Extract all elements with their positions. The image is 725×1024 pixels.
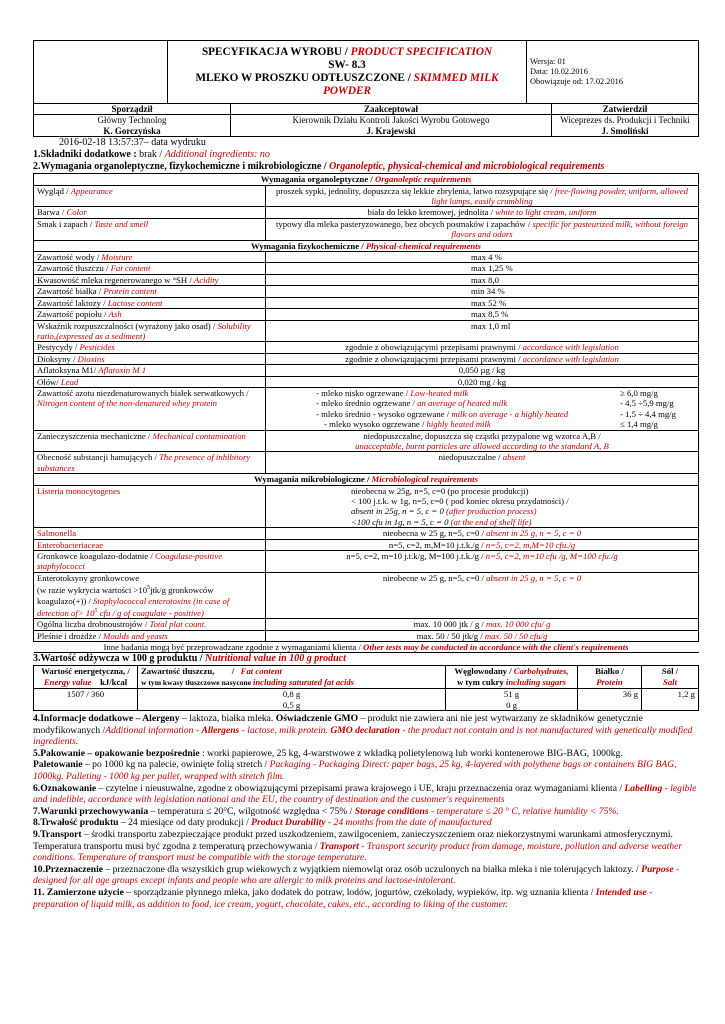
table-row: Zanieczyszczenia mechaniczne / Mechanical contamination niedopuszczalne, dopuszcza się cząstki przypalone wg wzorca A,B / unacceptable, burnt particles are allowed according to the standard A, B: [34, 430, 699, 452]
signatures-table: Sporządził Zaakceptował Zatwierdził Główny Technolog K. Gorczyńska Kierownik Działu Kontroli Jakości Wyrobu Gotowego J. Krajewski Wiceprezes ds. Produkcji i Techniki J. Smoliński: [33, 103, 699, 137]
table-row: Wskaźnik rozpuszczalności (wyrażony jako osad) / Solubility ratio,(expressed as a sediment) max 1,0 ml: [34, 320, 699, 342]
requirements-table: [33, 173, 699, 653]
table-row: Pestycydy / Pesticides zgodnie z obowiązującymi przepisami prawnymi / accordance with legislation: [34, 342, 699, 353]
table-row: Ogólna liczba drobnoustrojów / Total plat count. max. 10 000 jtk / g / max. 10 000 cfu/ g: [34, 619, 699, 630]
section-3: 3.Wartość odżywcza w 100 g produktu / Nutritional value in 100 g product: [33, 653, 346, 665]
table-row: Zawartość białka / Protein content min 34 %: [34, 286, 699, 297]
table-row: Obecność substancji hamujących / The presence of inhibitory substances niedopuszczalne / absent: [34, 452, 699, 474]
table-row: Pleśnie i drożdże / Moulds and yeasts max. 50 / 50 jtk/g / max. 50 / 50 cfu/g: [34, 630, 699, 641]
section-8: 8.Trwałość produktu – 24 miesiące od daty produkcji / Product Durability - 24 months from the date of manufactured: [33, 817, 492, 829]
logo-cell: [34, 41, 168, 104]
document-code: SW- 8.3: [328, 59, 366, 71]
micro-header: Wymagania mikrobiologiczne / Microbiological requirements: [34, 474, 699, 485]
table-row: Inne badania mogą być przeprowadzane zgodnie z wymaganiami klienta / Other tests may be conducted in accordance with the client's requirements: [34, 642, 699, 653]
print-date: 2016-02-18 13:57:37– data wydruku: [59, 137, 206, 149]
document-title: SPECYFIKACJA WYROBU / PRODUCT SPECIFICATION SW- 8.3 MLEKO W PROSZKU ODTŁUSZCZONE / SKIMMED MILK POWDER: [168, 41, 527, 104]
section-7: 7.Warunki przechowywania – temperatura ≤ 20°C, wilgotność względna < 75% / Storage conditions - temperature ≤ 20 ° C, relative humidity < 75%.: [33, 805, 619, 817]
table-row: Zawartość popiołu / Ash max 8,5 %: [34, 309, 699, 320]
table-row: Zawartość wody / Moisture max 4 %: [34, 252, 699, 263]
table-row: Enterotoksyny gronkowcowe (w razie wykrycia wartości $>10^5jtk/g$ gronkowców koagulazo(+)) / Staphylococcal enterotoxins (in case of detection $of> 10^5$ cfu / g of coagulate - positive) nieobecne w 25 g, n=5, c=0 / absent in 25 g, n = 5, c = 0: [34, 572, 699, 618]
table-row: Zawartość laktozy / Lactose content max 52 %: [34, 297, 699, 308]
section-5: 5.Pakowanie – opakowanie bezpośrednie : worki papierowe, 25 kg, 4-warstwowe z wkładką polietylenową lub worki kontenerowe BIG-BAG, 1000kg. Paletowanie – po 1000 kg na palecie, owinięte folią stretch / Packaging - Packaging Direct: paper bags, 25 kg, 4-layered with polythene bags or containers BIG BAG, 1000kg. Palleting - 1000 kg per pallet, wrapped with stretch film.: [33, 747, 677, 783]
physchem-header: Wymagania fizykochemiczne / Physical-chemical requirements: [34, 240, 699, 251]
table-row: Listeria monocytogenes nieobecna w 25g, n=5, c=0 (po procesie produkcji) < 100 j.t.k. w 1g, n=5, c=0 ( pod koniec okresu przydatności) / absent in 25g, n = 5, c = 0 (after production process) <100 cfu in 1g, n = 5, c = 0 (at the end of shelf life): [34, 485, 699, 528]
table-row: Zawartość tłuszczu / Fat content max 1,25 %: [34, 263, 699, 274]
section-9: 9.Transport – środki transportu zabezpieczające produkt przed uszkodzeniem, zawilgoceniem, zanieczyszczeniem oraz niekorzystnymi warunkami atmosferycznymi. Temperatura transportu musi być zgodna z temperaturą przechowywania / Transport - Transport security product from damage, moisture, pollution and adverse weather conditions. Temperature of transport must be compatible with the storage temperature.: [33, 829, 683, 864]
section-2: 2.Wymagania organoleptyczne, fizykochemiczne i mikrobiologiczne / Organoleptic, physical-chemical and microbiological requirements: [33, 161, 605, 173]
table-row: Enterobacteriaceae n=5, c=2, m,M=10 j.t.k./g / n=5, c=2, m,M=10 cfu./g: [34, 539, 699, 550]
table-row: Smak i zapach / Taste and smell typowy dla mleka pasteryzowanego, bez obcych posmaków i zapachów / specific for pasteurized milk, without foreign flavors and odors: [34, 218, 699, 240]
section-1: 1.Składniki dodatkowe : brak / Additional ingredients: no: [33, 149, 270, 161]
section-11: 11. Zamierzone użycie – sporządzanie płynnego mleka, jako dodatek do potraw, lodów, jogurtów, czekolady, wypieków, itp. wg uznania klienta / Intended use - preparation of liquid milk, as addition to food, ice cream, yogurt, chocolate, cakes, etc., according to liking of the customer.: [33, 887, 653, 910]
spec-page: [33, 40, 699, 910]
table-row: Zawartość azotu niezdenaturowanych białek serwatkowych / Nitrogen content of the non-denatured whey protein - mleko nisko ogrzewane / Low-heated milk ≥ 6,0 mg/g - mleko średnio ogrzewane / an average of heated milk - 4,5 ÷5,9 mg/g - mleko średnio - wysoko ogrzewane / milk on average - a highly heated - 1,5 ÷ 4,4 mg/g - mleko wysoko ogrzewane / highly heated milk ≤ 1,4 mg/g: [34, 387, 699, 430]
section-4: 4.Informacje dodatkowe – Alergeny – laktoza, białka mleka. Oświadczenie GMO – produkt nie zawiera ani nie jest wytwarzany ze składników genetycznie modyfikowanych /Additional information - Allergens - lactose, milk protein. GMO declaration - the product not contain and is not manufactured with genetically modified ingredients.: [33, 713, 693, 748]
table-row: Barwa / Color biała do lekko kremowej, jednolita / white to light cream, uniform: [34, 207, 699, 218]
table-row: Ołów/ Lead 0,020 mg / kg: [34, 376, 699, 387]
section-6: 6.Oznakowanie – czytelne i nieusuwalne, zgodne z obowiązującymi przepisami prawa krajowego i UE, kraju przeznaczenia oraz wymaganiami klienta / Labelling - legible and indelible, accordance with legislation national and the EU, the country of destination and the customer's requirements: [33, 782, 697, 806]
table-row: Kwasowość mleka regenerowanego w °SH / Acidity max 8,0: [34, 274, 699, 285]
nutrition-table: Wartość energetyczna, / Energy value kJ/kcal Zawartość tłuszczu, / Fat content w tym kwasy tłuszczowe nasycone including saturated fat acids Węglowodany / Carbohydrates, w tym cukry including sugars Białko / Protein Sól / Salt 1507 / 360 0,8 g 0,5 g 51 g 0 g 36 g 1,2 g: [33, 665, 699, 711]
table-row: Dioksyny / Dioxins zgodnie z obowiązującymi przepisami prawnymi / accordance with legislation: [34, 353, 699, 364]
table-row: Salmonella nieobecna w 25 g, n=5, c=0 / absent in 25 g, n = 5, c = 0: [34, 528, 699, 539]
header-table: [33, 40, 699, 104]
version-box: Wersja: 01 Data: 10.02.2016 Obowiązuje od: 17.02.2016: [527, 41, 699, 104]
organoleptic-header: Wymagania organoleptyczne / Organoleptic requirements: [34, 174, 699, 185]
table-row: Wygląd / Appearance proszek sypki, jednolity, dopuszcza się lekkie zbrylenia, łatwo rozsypujące się / free-flowing powder, uniform, allowed light lumps, easily crumbling: [34, 185, 699, 207]
section-10: 10.Przeznaczenie – przeznaczone dla wszystkich grup wiekowych z wyjątkiem niemowląt oraz osób uczulonych na białka mleka i nie tolerujących laktozy. / Purpose - designed for all age groups except infants and people who are allergic to milk proteins and lactose-intolerant.: [33, 863, 680, 887]
table-row: Gronkowce koagulazo-dodatnie / Coagulase-positive staphylococci n=5, c=2, m=10 j.t.k/g, M=100 j.t.k./g / n=5, c=2, m=10 cfu /g, M=100 cfu./g: [34, 551, 699, 573]
table-row: Aflatoksyna M1/ Aflatoxin M 1 0,050 µg / kg: [34, 365, 699, 376]
